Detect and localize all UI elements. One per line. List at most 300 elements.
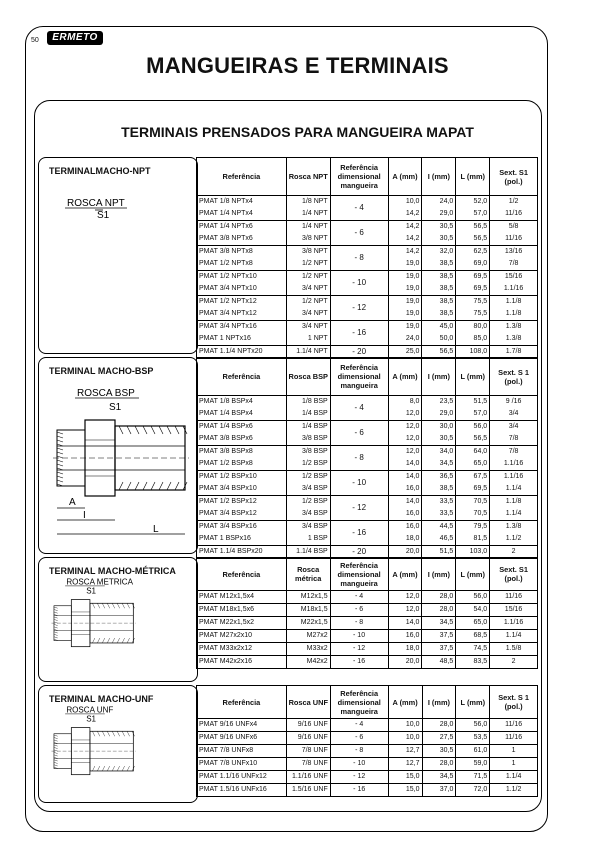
l-cell: 69,0 xyxy=(456,258,490,271)
dimension-label: I xyxy=(83,510,86,521)
reference-cell: PMAT 3/8 BSPx6 xyxy=(197,433,287,446)
reference-cell: PMAT 1/8 NPTx4 xyxy=(197,196,287,209)
l-cell: 56,5 xyxy=(456,221,490,234)
l-cell: 69,5 xyxy=(456,483,490,496)
reference-cell: PMAT M12x1,5x4 xyxy=(197,591,287,604)
thread-cell: 1.1/4 NPT xyxy=(286,346,330,359)
hex-label: S1 xyxy=(86,714,97,724)
table-row xyxy=(197,271,538,284)
i-cell: 28,0 xyxy=(422,719,456,732)
hose-dimension-cell: - 12 xyxy=(330,296,388,321)
hex-cell: 1.7/8 xyxy=(490,346,538,359)
thread-cell: 1.1/16 UNF xyxy=(286,771,330,784)
hex-cell: 5/8 xyxy=(490,221,538,234)
l-cell: 71,5 xyxy=(456,771,490,784)
thread-cell: 7/8 UNF xyxy=(286,745,330,758)
col-header-a: A (mm) xyxy=(388,686,422,719)
a-cell: 12,0 xyxy=(388,421,422,434)
a-cell: 16,0 xyxy=(388,508,422,521)
l-cell: 57,0 xyxy=(456,408,490,421)
thread-cell: 9/16 UNF xyxy=(286,732,330,745)
i-cell: 34,5 xyxy=(422,771,456,784)
reference-cell: PMAT 9/16 UNFx6 xyxy=(197,732,287,745)
hose-dimension-cell: - 4 xyxy=(330,591,388,604)
hex-cell: 1.1/2 xyxy=(490,533,538,546)
hose-dimension-cell: - 10 xyxy=(330,758,388,771)
reference-cell: PMAT 9/16 UNFx4 xyxy=(197,719,287,732)
hex-cell: 7/8 xyxy=(490,433,538,446)
hex-cell: 15/16 xyxy=(490,604,538,617)
i-cell: 24,0 xyxy=(422,196,456,209)
a-cell: 14,0 xyxy=(388,496,422,509)
a-cell: 25,0 xyxy=(388,346,422,359)
hex-label: S1 xyxy=(86,586,97,596)
i-cell: 50,0 xyxy=(422,333,456,346)
reference-cell: PMAT 1/4 NPTx4 xyxy=(197,208,287,221)
thread-cell: 3/8 BSP xyxy=(286,446,330,459)
a-cell: 16,0 xyxy=(388,483,422,496)
l-cell: 56,0 xyxy=(456,591,490,604)
page-number: 50 xyxy=(31,37,39,44)
a-cell: 24,0 xyxy=(388,333,422,346)
col-header-reference: Referência xyxy=(197,158,287,196)
thread-cell: 1/2 BSP xyxy=(286,458,330,471)
l-cell: 70,5 xyxy=(456,508,490,521)
a-cell: 12,0 xyxy=(388,591,422,604)
table-row xyxy=(197,719,538,732)
hex-cell: 1.3/8 xyxy=(490,333,538,346)
col-header-l: L (mm) xyxy=(456,158,490,196)
table-row xyxy=(197,784,538,797)
hex-cell: 1.1/16 xyxy=(490,283,538,296)
section-unf xyxy=(38,685,538,803)
col-header-i: I (mm) xyxy=(422,358,456,396)
reference-cell: PMAT 7/8 UNFx10 xyxy=(197,758,287,771)
i-cell: 38,5 xyxy=(422,271,456,284)
l-cell: 85,0 xyxy=(456,333,490,346)
a-cell: 20,0 xyxy=(388,546,422,559)
terminal-drawing xyxy=(47,706,191,801)
table-row xyxy=(197,771,538,784)
thread-cell: M18x1,5 xyxy=(286,604,330,617)
hose-dimension-cell: - 20 xyxy=(330,346,388,359)
hose-dimension-cell: - 8 xyxy=(330,246,388,271)
dimension-label: A xyxy=(69,497,76,508)
thread-cell: 1/2 BSP xyxy=(286,471,330,484)
i-cell: 33,5 xyxy=(422,496,456,509)
hose-dimension-cell: - 8 xyxy=(330,617,388,630)
hex-cell: 3/4 xyxy=(490,408,538,421)
i-cell: 38,5 xyxy=(422,296,456,309)
col-header-hose-dimension: Referência dimensional mangueira xyxy=(330,358,388,396)
col-header-l: L (mm) xyxy=(456,686,490,719)
a-cell: 14,2 xyxy=(388,208,422,221)
thread-cell: 1/8 BSP xyxy=(286,396,330,409)
thread-cell: 3/4 NPT xyxy=(286,308,330,321)
l-cell: 108,0 xyxy=(456,346,490,359)
table-row xyxy=(197,656,538,669)
l-cell: 56,5 xyxy=(456,433,490,446)
spec-table xyxy=(196,157,538,359)
spec-table xyxy=(196,557,538,669)
section-title: TERMINAL MACHO-BSP xyxy=(49,366,154,376)
reference-cell: PMAT 1.5/16 UNFx16 xyxy=(197,784,287,797)
hex-cell: 1.3/8 xyxy=(490,521,538,534)
l-cell: 68,5 xyxy=(456,630,490,643)
thread-cell: 1/4 NPT xyxy=(286,221,330,234)
i-cell: 30,5 xyxy=(422,233,456,246)
reference-cell: PMAT 1/2 BSPx10 xyxy=(197,471,287,484)
hex-cell: 15/16 xyxy=(490,271,538,284)
hex-cell: 1.5/8 xyxy=(490,643,538,656)
hose-dimension-cell: - 8 xyxy=(330,745,388,758)
reference-cell: PMAT 3/4 BSPx12 xyxy=(197,508,287,521)
table-row xyxy=(197,617,538,630)
l-cell: 80,0 xyxy=(456,321,490,334)
hex-cell: 1.1/16 xyxy=(490,458,538,471)
l-cell: 75,5 xyxy=(456,296,490,309)
hex-cell: 2 xyxy=(490,546,538,559)
hex-cell: 1 xyxy=(490,758,538,771)
reference-cell: PMAT 1/2 NPTx8 xyxy=(197,258,287,271)
col-header-hose-dimension: Referência dimensional mangueira xyxy=(330,558,388,591)
hose-dimension-cell: - 12 xyxy=(330,771,388,784)
thread-cell: 3/4 BSP xyxy=(286,521,330,534)
thread-label: ROSCA BSP xyxy=(77,388,135,399)
i-cell: 28,0 xyxy=(422,758,456,771)
reference-cell: PMAT 3/4 BSPx16 xyxy=(197,521,287,534)
a-cell: 12,0 xyxy=(388,408,422,421)
section-metric xyxy=(38,557,538,682)
reference-cell: PMAT 1/4 BSPx4 xyxy=(197,408,287,421)
section-npt xyxy=(38,157,538,354)
thread-cell: 1/2 BSP xyxy=(286,496,330,509)
col-header-i: I (mm) xyxy=(422,158,456,196)
i-cell: 38,5 xyxy=(422,283,456,296)
hose-dimension-cell: - 6 xyxy=(330,604,388,617)
l-cell: 59,0 xyxy=(456,758,490,771)
hose-dimension-cell: - 20 xyxy=(330,546,388,559)
thread-cell: 1/8 NPT xyxy=(286,196,330,209)
thread-cell: 3/8 NPT xyxy=(286,233,330,246)
hose-dimension-cell: - 16 xyxy=(330,656,388,669)
i-cell: 37,5 xyxy=(422,643,456,656)
l-cell: 72,0 xyxy=(456,784,490,797)
reference-cell: PMAT 1/8 BSPx4 xyxy=(197,396,287,409)
reference-cell: PMAT 1.1/4 NPTx20 xyxy=(197,346,287,359)
i-cell: 36,5 xyxy=(422,471,456,484)
table-row xyxy=(197,246,538,259)
col-header-hex: Sext. S1 (pol.) xyxy=(490,558,538,591)
thread-cell: 1 BSP xyxy=(286,533,330,546)
l-cell: 83,5 xyxy=(456,656,490,669)
hex-cell: 1.1/16 xyxy=(490,471,538,484)
a-cell: 19,0 xyxy=(388,321,422,334)
hex-cell: 1/2 xyxy=(490,196,538,209)
l-cell: 67,5 xyxy=(456,471,490,484)
hex-cell: 2 xyxy=(490,656,538,669)
hose-dimension-cell: - 6 xyxy=(330,421,388,446)
reference-cell: PMAT 1 NPTx16 xyxy=(197,333,287,346)
page-title: MANGUEIRAS E TERMINAIS xyxy=(146,53,449,78)
reference-cell: PMAT M27x2x10 xyxy=(197,630,287,643)
section-bsp xyxy=(38,357,538,554)
i-cell: 33,5 xyxy=(422,508,456,521)
i-cell: 38,5 xyxy=(422,308,456,321)
l-cell: 53,5 xyxy=(456,732,490,745)
reference-cell: PMAT M18x1,5x6 xyxy=(197,604,287,617)
thread-cell: 1/2 NPT xyxy=(286,271,330,284)
hose-dimension-cell: - 4 xyxy=(330,719,388,732)
hex-cell: 1.1/4 xyxy=(490,508,538,521)
l-cell: 103,0 xyxy=(456,546,490,559)
i-cell: 38,5 xyxy=(422,483,456,496)
hex-label: S1 xyxy=(97,210,110,221)
thread-cell: 1/2 NPT xyxy=(286,258,330,271)
reference-cell: PMAT 3/8 NPTx6 xyxy=(197,233,287,246)
col-header-thread: Rosca métrica xyxy=(286,558,330,591)
table-row xyxy=(197,758,538,771)
l-cell: 65,0 xyxy=(456,458,490,471)
thread-cell: 3/4 BSP xyxy=(286,483,330,496)
l-cell: 69,5 xyxy=(456,283,490,296)
terminal-drawing xyxy=(47,182,191,352)
hose-dimension-cell: - 4 xyxy=(330,396,388,421)
terminal-drawing xyxy=(47,382,191,552)
a-cell: 19,0 xyxy=(388,271,422,284)
i-cell: 44,5 xyxy=(422,521,456,534)
terminal-drawing xyxy=(47,578,191,673)
table-row xyxy=(197,321,538,334)
l-cell: 52,0 xyxy=(456,196,490,209)
i-cell: 51,5 xyxy=(422,546,456,559)
hex-cell: 1.1/16 xyxy=(490,617,538,630)
reference-cell: PMAT 3/8 BSPx8 xyxy=(197,446,287,459)
hex-cell: 11/16 xyxy=(490,591,538,604)
hose-dimension-cell: - 4 xyxy=(330,196,388,221)
l-cell: 69,5 xyxy=(456,271,490,284)
hex-cell: 11/16 xyxy=(490,719,538,732)
col-header-hex: Sext. S 1 (pol.) xyxy=(490,358,538,396)
l-cell: 61,0 xyxy=(456,745,490,758)
spec-table xyxy=(196,685,538,797)
hose-dimension-cell: - 10 xyxy=(330,471,388,496)
hex-cell: 3/4 xyxy=(490,421,538,434)
table-row xyxy=(197,446,538,459)
l-cell: 75,5 xyxy=(456,308,490,321)
col-header-hose-dimension: Referência dimensional mangueira xyxy=(330,158,388,196)
table-row xyxy=(197,396,538,409)
thread-cell: M27x2 xyxy=(286,630,330,643)
a-cell: 18,0 xyxy=(388,533,422,546)
diagram-panel xyxy=(38,685,198,803)
l-cell: 62,5 xyxy=(456,246,490,259)
i-cell: 30,0 xyxy=(422,421,456,434)
a-cell: 14,0 xyxy=(388,458,422,471)
thread-cell: 3/8 NPT xyxy=(286,246,330,259)
i-cell: 37,5 xyxy=(422,630,456,643)
a-cell: 12,7 xyxy=(388,758,422,771)
col-header-reference: Referência xyxy=(197,358,287,396)
reference-cell: PMAT 1 BSPx16 xyxy=(197,533,287,546)
thread-cell: 1/2 NPT xyxy=(286,296,330,309)
col-header-l: L (mm) xyxy=(456,558,490,591)
table-row xyxy=(197,196,538,209)
i-cell: 48,5 xyxy=(422,656,456,669)
hex-cell: 1.3/8 xyxy=(490,321,538,334)
a-cell: 12,0 xyxy=(388,604,422,617)
i-cell: 38,5 xyxy=(422,258,456,271)
col-header-thread: Rosca UNF xyxy=(286,686,330,719)
hose-dimension-cell: - 10 xyxy=(330,271,388,296)
a-cell: 12,0 xyxy=(388,433,422,446)
l-cell: 79,5 xyxy=(456,521,490,534)
thread-label: ROSCA NPT xyxy=(67,198,125,209)
l-cell: 54,0 xyxy=(456,604,490,617)
col-header-hose-dimension: Referência dimensional mangueira xyxy=(330,686,388,719)
table-row xyxy=(197,471,538,484)
i-cell: 34,5 xyxy=(422,458,456,471)
hex-cell: 11/16 xyxy=(490,233,538,246)
hex-cell: 11/16 xyxy=(490,208,538,221)
thread-cell: 1 NPT xyxy=(286,333,330,346)
hose-dimension-cell: - 16 xyxy=(330,321,388,346)
hex-cell: 1 xyxy=(490,745,538,758)
thread-cell: 3/8 BSP xyxy=(286,433,330,446)
hose-dimension-cell: - 12 xyxy=(330,496,388,521)
table-row xyxy=(197,221,538,234)
table-row xyxy=(197,521,538,534)
thread-cell: 1/4 NPT xyxy=(286,208,330,221)
a-cell: 20,0 xyxy=(388,656,422,669)
reference-cell: PMAT 3/4 BSPx10 xyxy=(197,483,287,496)
a-cell: 10,0 xyxy=(388,719,422,732)
reference-cell: PMAT M22x1,5x2 xyxy=(197,617,287,630)
i-cell: 34,0 xyxy=(422,446,456,459)
hex-cell: 1.1/8 xyxy=(490,296,538,309)
thread-label: ROSCA MÉTRICA xyxy=(66,578,133,587)
i-cell: 28,0 xyxy=(422,604,456,617)
i-cell: 45,0 xyxy=(422,321,456,334)
hose-dimension-cell: - 6 xyxy=(330,732,388,745)
table-row xyxy=(197,296,538,309)
hex-cell: 11/16 xyxy=(490,732,538,745)
reference-cell: PMAT 3/8 NPTx8 xyxy=(197,246,287,259)
reference-cell: PMAT M33x2x12 xyxy=(197,643,287,656)
table-row xyxy=(197,591,538,604)
dimension-label: L xyxy=(153,524,159,535)
diagram-panel xyxy=(38,157,198,354)
a-cell: 19,0 xyxy=(388,308,422,321)
hex-cell: 13/16 xyxy=(490,246,538,259)
thread-cell: 1.1/4 BSP xyxy=(286,546,330,559)
thread-cell: M42x2 xyxy=(286,656,330,669)
hex-cell: 1.1/8 xyxy=(490,308,538,321)
i-cell: 23,5 xyxy=(422,396,456,409)
reference-cell: PMAT M42x2x16 xyxy=(197,656,287,669)
col-header-thread: Rosca BSP xyxy=(286,358,330,396)
col-header-i: I (mm) xyxy=(422,686,456,719)
i-cell: 46,5 xyxy=(422,533,456,546)
a-cell: 8,0 xyxy=(388,396,422,409)
thread-cell: 9/16 UNF xyxy=(286,719,330,732)
diagram-panel xyxy=(38,357,198,554)
a-cell: 15,0 xyxy=(388,771,422,784)
reference-cell: PMAT 1/2 NPTx12 xyxy=(197,296,287,309)
col-header-l: L (mm) xyxy=(456,358,490,396)
a-cell: 14,2 xyxy=(388,221,422,234)
col-header-reference: Referência xyxy=(197,686,287,719)
thread-label: ROSCA UNF xyxy=(66,706,114,715)
table-row xyxy=(197,630,538,643)
l-cell: 65,0 xyxy=(456,617,490,630)
reference-cell: PMAT 3/4 NPTx10 xyxy=(197,283,287,296)
col-header-i: I (mm) xyxy=(422,558,456,591)
reference-cell: PMAT 1/2 BSPx12 xyxy=(197,496,287,509)
thread-cell: 7/8 UNF xyxy=(286,758,330,771)
a-cell: 16,0 xyxy=(388,630,422,643)
table-row xyxy=(197,732,538,745)
reference-cell: PMAT 3/4 NPTx12 xyxy=(197,308,287,321)
hose-dimension-cell: - 10 xyxy=(330,630,388,643)
thread-cell: 3/4 BSP xyxy=(286,508,330,521)
spec-table xyxy=(196,357,538,559)
reference-cell: PMAT 1/2 BSPx8 xyxy=(197,458,287,471)
l-cell: 74,5 xyxy=(456,643,490,656)
i-cell: 56,5 xyxy=(422,346,456,359)
i-cell: 30,5 xyxy=(422,221,456,234)
a-cell: 19,0 xyxy=(388,258,422,271)
a-cell: 12,7 xyxy=(388,745,422,758)
reference-cell: PMAT 7/8 UNFx8 xyxy=(197,745,287,758)
i-cell: 29,0 xyxy=(422,408,456,421)
hex-label: S1 xyxy=(109,402,122,413)
hose-dimension-cell: - 6 xyxy=(330,221,388,246)
a-cell: 14,0 xyxy=(388,471,422,484)
col-header-hex: Sext. S 1 (pol.) xyxy=(490,686,538,719)
table-row xyxy=(197,421,538,434)
hex-cell: 9 /16 xyxy=(490,396,538,409)
hex-cell: 7/8 xyxy=(490,258,538,271)
thread-cell: M12x1,5 xyxy=(286,591,330,604)
thread-cell: 1/4 BSP xyxy=(286,408,330,421)
table-row xyxy=(197,643,538,656)
l-cell: 56,0 xyxy=(456,719,490,732)
col-header-reference: Referência xyxy=(197,558,287,591)
hex-cell: 7/8 xyxy=(490,446,538,459)
a-cell: 19,0 xyxy=(388,283,422,296)
hex-cell: 1.1/4 xyxy=(490,771,538,784)
hex-cell: 1.1/4 xyxy=(490,483,538,496)
table-row xyxy=(197,745,538,758)
a-cell: 10,0 xyxy=(388,732,422,745)
hex-cell: 1.1/4 xyxy=(490,630,538,643)
section-title: TERMINAL MACHO-MÉTRICA xyxy=(49,566,176,576)
l-cell: 56,0 xyxy=(456,421,490,434)
reference-cell: PMAT 3/4 NPTx16 xyxy=(197,321,287,334)
i-cell: 30,5 xyxy=(422,745,456,758)
col-header-a: A (mm) xyxy=(388,158,422,196)
a-cell: 14,2 xyxy=(388,246,422,259)
col-header-hex: Sext. S1 (pol.) xyxy=(490,158,538,196)
hex-cell: 1.1/2 xyxy=(490,784,538,797)
thread-cell: 3/4 NPT xyxy=(286,283,330,296)
l-cell: 57,0 xyxy=(456,208,490,221)
reference-cell: PMAT 1/4 NPTx6 xyxy=(197,221,287,234)
reference-cell: PMAT 1.1/4 BSPx20 xyxy=(197,546,287,559)
col-header-thread: Rosca NPT xyxy=(286,158,330,196)
l-cell: 51,5 xyxy=(456,396,490,409)
